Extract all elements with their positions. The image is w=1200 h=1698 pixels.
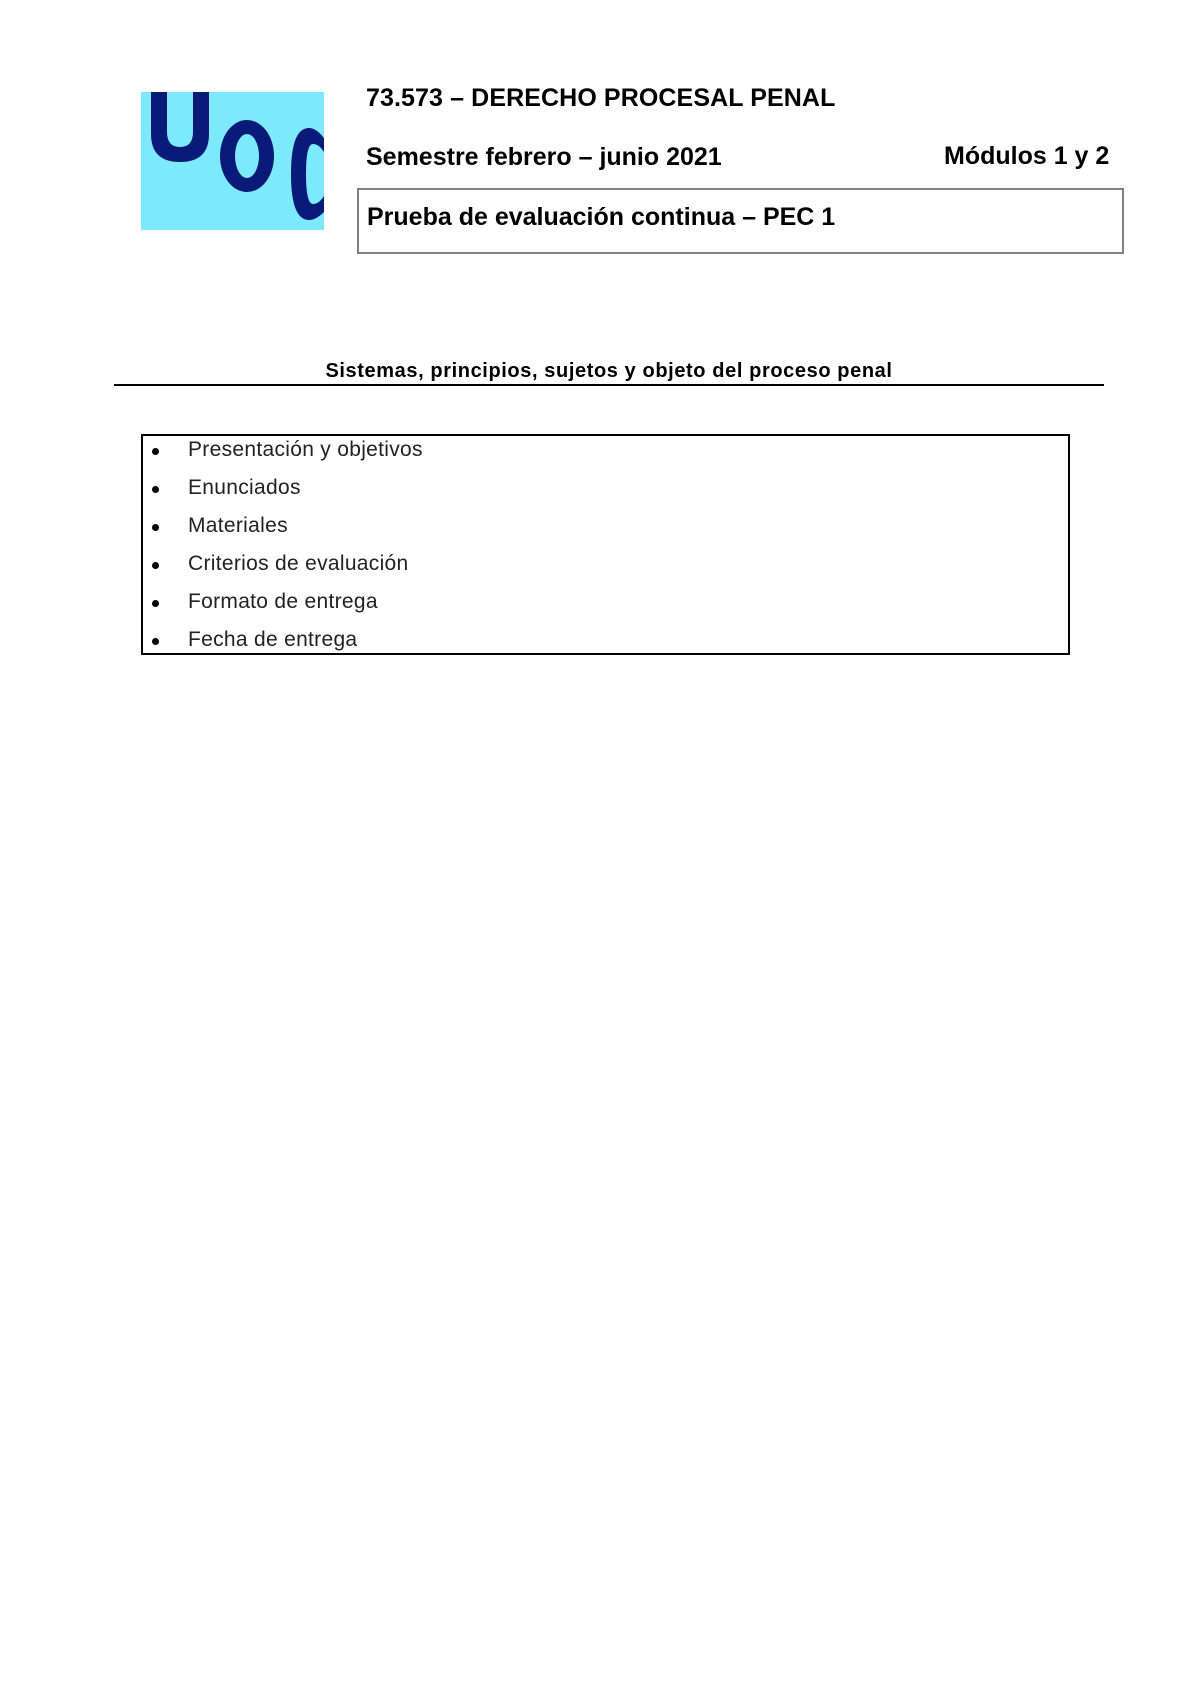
uoc-logo-icon xyxy=(141,92,324,230)
assessment-title-box xyxy=(357,188,1124,254)
contents-item-label: Materiales xyxy=(188,514,288,537)
contents-item-label: Fecha de entrega xyxy=(188,628,358,651)
subject-divider xyxy=(114,384,1104,386)
bullet-icon xyxy=(152,524,159,531)
modules-label: Módulos 1 y 2 xyxy=(944,142,1110,170)
bullet-icon xyxy=(152,600,159,607)
contents-box xyxy=(141,434,1070,655)
bullet-icon xyxy=(152,486,159,493)
contents-item-label: Criterios de evaluación xyxy=(188,552,409,575)
course-code-title: 73.573 – DERECHO PROCESAL PENAL xyxy=(366,84,836,112)
bullet-icon xyxy=(152,562,159,569)
semester-label: Semestre febrero – junio 2021 xyxy=(366,143,722,171)
contents-item-label: Presentación y objetivos xyxy=(188,438,423,461)
assessment-title: Prueba de evaluación continua – PEC 1 xyxy=(367,203,836,231)
subject-title: Sistemas, principios, sujetos y objeto del proceso penal xyxy=(325,360,893,382)
contents-item-label: Formato de entrega xyxy=(188,590,378,613)
contents-item-label: Enunciados xyxy=(188,476,301,499)
bullet-icon xyxy=(152,448,159,455)
bullet-icon xyxy=(152,638,159,645)
uoc-logo xyxy=(141,92,324,230)
